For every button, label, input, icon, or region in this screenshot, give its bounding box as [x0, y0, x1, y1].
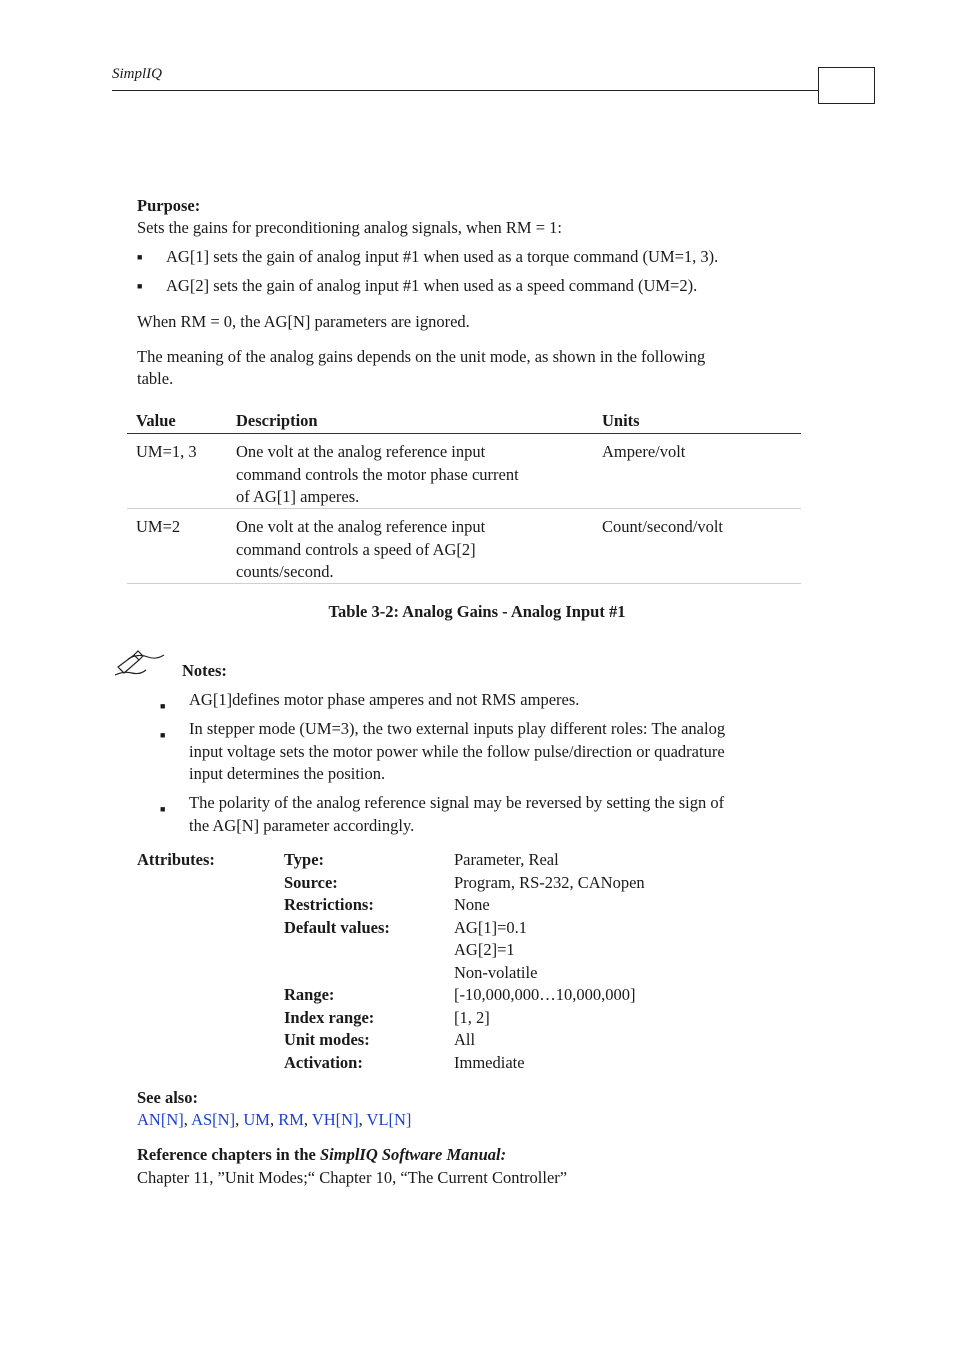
attribute-label: Type:	[284, 850, 325, 869]
reference-heading	[137, 1145, 506, 1165]
description-line: One volt at the analog reference input	[236, 517, 486, 536]
attributes-heading: Attributes:	[137, 850, 215, 869]
reference-heading-prefix: Reference chapters in the	[137, 1145, 320, 1164]
attribute-label: Source:	[284, 872, 338, 892]
note-item	[160, 792, 840, 837]
note-item	[160, 718, 840, 786]
table-header-row	[127, 409, 801, 434]
notes-heading: Notes:	[182, 661, 227, 680]
column-header-units: Units	[602, 411, 640, 430]
note-line: input voltage sets the motor power while the follow pulse/direction or quadrature	[189, 741, 725, 761]
description-line: One volt at the analog reference input	[236, 442, 486, 461]
table-cell-description	[236, 516, 576, 584]
table-cell-description	[236, 441, 576, 509]
attribute-value: AG[1]=0.1	[454, 917, 528, 937]
purpose-bullet-text: AG[1] sets the gain of analog input #1 when used as a torque command (UM=1, 3).	[166, 247, 719, 266]
description-line: command controls the motor phase current	[236, 464, 519, 484]
attribute-value: Immediate	[454, 1052, 525, 1072]
attribute-label: Unit modes:	[284, 1030, 370, 1049]
link-um[interactable]: UM	[243, 1110, 270, 1129]
link-as[interactable]: AS[N]	[191, 1110, 236, 1129]
attribute-value: AG[2]=1	[454, 940, 515, 959]
bullet-marker: ■	[137, 252, 143, 262]
analog-gains-table	[127, 409, 801, 584]
attribute-value: [-10,000,000…10,000,000]	[454, 985, 636, 1004]
bullet-marker: ■	[160, 804, 166, 814]
description-line: counts/second.	[236, 562, 334, 581]
attribute-value: Parameter, Real	[454, 850, 559, 869]
link-separator: ,	[303, 1110, 312, 1129]
note-item	[160, 689, 840, 712]
reference-text: Chapter 11, ”Unit Modes;“ Chapter 10, “The Current Controller”	[137, 1168, 568, 1187]
attribute-label: Range:	[284, 985, 335, 1004]
attributes-table	[0, 850, 954, 1080]
attribute-label: Default values:	[284, 917, 390, 937]
description-line: command controls a speed of AG[2]	[236, 539, 476, 559]
header-title: SimplIQ	[112, 66, 162, 82]
link-rm[interactable]: RM	[278, 1110, 304, 1129]
column-header-value: Value	[136, 411, 176, 430]
purpose-bullet	[137, 276, 837, 298]
attribute-value: Program, RS-232, CANopen	[454, 872, 645, 892]
purpose-bullet-text: AG[2] sets the gain of analog input #1 when used as a speed command (UM=2).	[166, 276, 698, 295]
note-line: AG[1]defines motor phase amperes and not RMS amperes.	[189, 690, 580, 709]
header-rule	[112, 90, 819, 91]
table-cell-units: Count/second/volt	[602, 517, 723, 536]
attribute-label: Index range:	[284, 1007, 375, 1027]
purpose-heading: Purpose:	[137, 196, 201, 215]
note-line: In stepper mode (UM=3), the two external inputs play different roles: The analog	[189, 719, 726, 738]
link-separator: ,	[358, 1110, 367, 1129]
rm-zero-text: When RM = 0, the AG[N] parameters are ignored.	[137, 312, 470, 331]
purpose-bullet	[137, 247, 837, 269]
see-also-heading: See also:	[137, 1088, 198, 1107]
link-separator: ,	[183, 1110, 192, 1129]
attribute-label: Restrictions:	[284, 895, 374, 914]
table-caption: Table 3-2: Analog Gains - Analog Input #1	[328, 602, 626, 621]
see-also-links	[137, 1110, 411, 1130]
table-row	[127, 434, 801, 509]
note-line: the AG[N] parameter accordingly.	[189, 815, 415, 835]
link-separator: ,	[235, 1110, 244, 1129]
page-number-box	[818, 67, 875, 104]
description-line: of AG[1] amperes.	[236, 487, 360, 506]
reference-manual-title: SimplIQ Software Manual:	[319, 1145, 507, 1164]
note-line: input determines the position.	[189, 764, 386, 783]
meaning-text-line1: The meaning of the analog gains depends on the unit mode, as shown in the following	[137, 347, 706, 366]
bullet-marker: ■	[160, 701, 166, 711]
attribute-value: [1, 2]	[454, 1007, 490, 1027]
attribute-value: Non-volatile	[454, 962, 538, 982]
bullet-marker: ■	[160, 730, 166, 740]
attribute-label: Activation:	[284, 1052, 363, 1072]
note-line: The polarity of the analog reference signal may be reversed by setting the sign of	[189, 793, 725, 812]
pen-note-icon	[112, 649, 168, 679]
table-cell-value: UM=1, 3	[136, 442, 197, 461]
link-separator: ,	[269, 1110, 279, 1129]
link-vh[interactable]: VH[N]	[311, 1110, 359, 1129]
link-an[interactable]: AN[N]	[137, 1110, 184, 1129]
table-row	[127, 509, 801, 584]
bullet-marker: ■	[137, 281, 143, 291]
table-cell-value: UM=2	[136, 517, 181, 536]
meaning-text-line2: table.	[137, 369, 174, 388]
link-vl[interactable]: VL[N]	[366, 1110, 412, 1129]
table-cell-units: Ampere/volt	[602, 442, 686, 461]
attribute-value: All	[454, 1030, 476, 1049]
column-header-description: Description	[236, 411, 318, 430]
purpose-intro: Sets the gains for preconditioning analog signals, when RM = 1:	[137, 218, 562, 237]
attribute-value: None	[454, 895, 490, 914]
